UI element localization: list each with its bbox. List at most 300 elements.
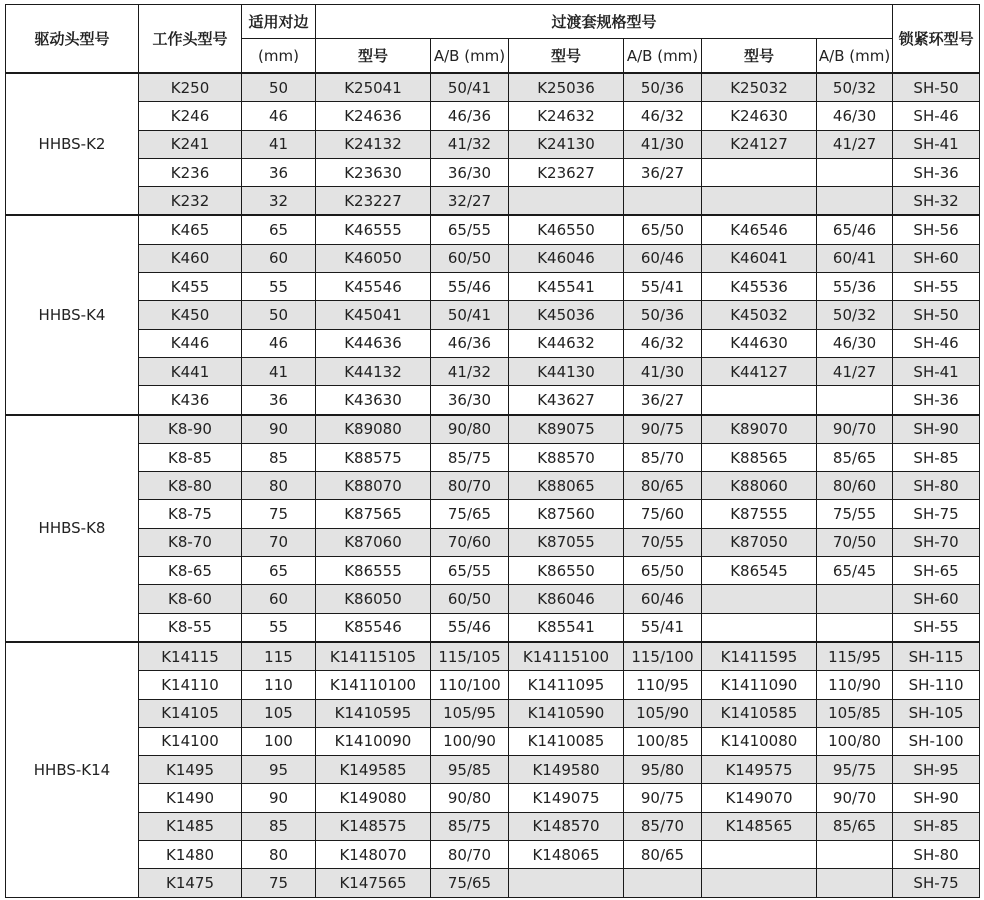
adapter-model-2-cell: K25036 bbox=[509, 73, 624, 102]
adapter-ab-2-cell: 50/36 bbox=[624, 301, 702, 329]
header-sub-model-1: 型号 bbox=[316, 39, 431, 74]
adapter-model-2-cell: K1410085 bbox=[509, 727, 624, 755]
working-model-cell: K250 bbox=[139, 73, 242, 102]
lock-ring-model-cell: SH-115 bbox=[893, 642, 980, 671]
adapter-ab-1-cell: 75/65 bbox=[431, 869, 509, 897]
adapter-ab-2-cell: 41/30 bbox=[624, 357, 702, 385]
working-model-cell: K1475 bbox=[139, 869, 242, 897]
adapter-ab-1-cell: 46/36 bbox=[431, 329, 509, 357]
adapter-model-2-cell: K24632 bbox=[509, 102, 624, 130]
adapter-model-1-cell: K86050 bbox=[316, 585, 431, 613]
lock-ring-model-cell: SH-85 bbox=[893, 812, 980, 840]
adapter-model-1-cell: K44132 bbox=[316, 357, 431, 385]
fit-size-cell: 75 bbox=[242, 500, 316, 528]
adapter-ab-2-cell: 90/75 bbox=[624, 415, 702, 444]
adapter-model-2-cell: K148570 bbox=[509, 812, 624, 840]
working-model-cell: K14100 bbox=[139, 727, 242, 755]
working-model-cell: K232 bbox=[139, 187, 242, 216]
adapter-model-2-cell: K86550 bbox=[509, 557, 624, 585]
adapter-model-3-cell: K44630 bbox=[702, 329, 817, 357]
fit-size-cell: 55 bbox=[242, 273, 316, 301]
table-row bbox=[6, 727, 980, 755]
adapter-model-1-cell: K46555 bbox=[316, 215, 431, 244]
adapter-model-1-cell: K85546 bbox=[316, 613, 431, 642]
adapter-model-3-cell: K45536 bbox=[702, 273, 817, 301]
lock-ring-model-cell: SH-36 bbox=[893, 386, 980, 415]
adapter-model-2-cell: K45541 bbox=[509, 273, 624, 301]
fit-size-cell: 46 bbox=[242, 102, 316, 130]
adapter-ab-2-cell: 80/65 bbox=[624, 841, 702, 869]
adapter-model-2-cell: K1410590 bbox=[509, 699, 624, 727]
table-header bbox=[6, 5, 980, 74]
fit-size-cell: 80 bbox=[242, 841, 316, 869]
adapter-ab-2-cell: 90/75 bbox=[624, 784, 702, 812]
adapter-model-3-cell bbox=[702, 187, 817, 216]
working-model-cell: K455 bbox=[139, 273, 242, 301]
table-row bbox=[6, 784, 980, 812]
header-lock-ring: 锁紧环型号 bbox=[893, 5, 980, 74]
lock-ring-model-cell: SH-50 bbox=[893, 73, 980, 102]
adapter-ab-3-cell: 115/95 bbox=[817, 642, 893, 671]
table-row bbox=[6, 73, 980, 102]
working-model-cell: K8-60 bbox=[139, 585, 242, 613]
table-row bbox=[6, 528, 980, 556]
adapter-ab-3-cell bbox=[817, 613, 893, 642]
lock-ring-model-cell: SH-75 bbox=[893, 500, 980, 528]
table-row bbox=[6, 585, 980, 613]
adapter-ab-1-cell: 60/50 bbox=[431, 244, 509, 272]
adapter-model-2-cell: K46550 bbox=[509, 215, 624, 244]
adapter-model-2-cell: K23627 bbox=[509, 158, 624, 186]
adapter-ab-3-cell: 110/90 bbox=[817, 671, 893, 699]
adapter-ab-1-cell: 90/80 bbox=[431, 784, 509, 812]
driver-model-cell: HHBS-K4 bbox=[6, 215, 139, 414]
table-row bbox=[6, 472, 980, 500]
working-model-cell: K8-85 bbox=[139, 443, 242, 471]
working-model-cell: K1485 bbox=[139, 812, 242, 840]
fit-size-cell: 115 bbox=[242, 642, 316, 671]
table-row bbox=[6, 671, 980, 699]
driver-model-cell: HHBS-K2 bbox=[6, 73, 139, 215]
adapter-model-1-cell: K87060 bbox=[316, 528, 431, 556]
working-model-cell: K14110 bbox=[139, 671, 242, 699]
fit-size-cell: 105 bbox=[242, 699, 316, 727]
lock-ring-model-cell: SH-90 bbox=[893, 784, 980, 812]
adapter-ab-2-cell: 46/32 bbox=[624, 329, 702, 357]
adapter-ab-3-cell: 75/55 bbox=[817, 500, 893, 528]
lock-ring-model-cell: SH-95 bbox=[893, 756, 980, 784]
header-adapter-spec: 过渡套规格型号 bbox=[316, 5, 893, 39]
adapter-model-3-cell: K88565 bbox=[702, 443, 817, 471]
adapter-ab-2-cell: 55/41 bbox=[624, 273, 702, 301]
table-row bbox=[6, 443, 980, 471]
table-row bbox=[6, 812, 980, 840]
adapter-model-1-cell: K88575 bbox=[316, 443, 431, 471]
working-model-cell: K1480 bbox=[139, 841, 242, 869]
working-model-cell: K460 bbox=[139, 244, 242, 272]
spec-table bbox=[5, 4, 980, 898]
adapter-model-2-cell: K149075 bbox=[509, 784, 624, 812]
adapter-model-2-cell: K88570 bbox=[509, 443, 624, 471]
adapter-model-1-cell: K1410595 bbox=[316, 699, 431, 727]
adapter-ab-3-cell bbox=[817, 869, 893, 897]
adapter-ab-1-cell: 95/85 bbox=[431, 756, 509, 784]
adapter-model-1-cell: K45041 bbox=[316, 301, 431, 329]
adapter-model-3-cell: K45032 bbox=[702, 301, 817, 329]
table-row bbox=[6, 642, 980, 671]
fit-size-cell: 32 bbox=[242, 187, 316, 216]
adapter-model-1-cell: K149585 bbox=[316, 756, 431, 784]
header-sub-ab-3: A/B (mm) bbox=[817, 39, 893, 74]
header-driver-model: 驱动头型号 bbox=[6, 5, 139, 74]
lock-ring-model-cell: SH-80 bbox=[893, 472, 980, 500]
adapter-model-3-cell: K149070 bbox=[702, 784, 817, 812]
adapter-model-1-cell: K148575 bbox=[316, 812, 431, 840]
header-sub-model-2: 型号 bbox=[509, 39, 624, 74]
adapter-ab-3-cell: 55/36 bbox=[817, 273, 893, 301]
adapter-ab-2-cell: 36/27 bbox=[624, 158, 702, 186]
working-model-cell: K14115 bbox=[139, 642, 242, 671]
table-row bbox=[6, 869, 980, 897]
adapter-model-2-cell: K46046 bbox=[509, 244, 624, 272]
driver-model-cell: HHBS-K8 bbox=[6, 415, 139, 642]
fit-size-cell: 65 bbox=[242, 215, 316, 244]
adapter-ab-1-cell: 65/55 bbox=[431, 215, 509, 244]
fit-size-cell: 90 bbox=[242, 415, 316, 444]
lock-ring-model-cell: SH-46 bbox=[893, 102, 980, 130]
adapter-ab-3-cell bbox=[817, 187, 893, 216]
fit-size-cell: 36 bbox=[242, 158, 316, 186]
table-row bbox=[6, 415, 980, 444]
adapter-model-3-cell: K1410585 bbox=[702, 699, 817, 727]
adapter-ab-3-cell: 46/30 bbox=[817, 329, 893, 357]
adapter-model-3-cell: K87555 bbox=[702, 500, 817, 528]
adapter-ab-1-cell: 55/46 bbox=[431, 613, 509, 642]
working-model-cell: K14105 bbox=[139, 699, 242, 727]
adapter-ab-2-cell bbox=[624, 187, 702, 216]
lock-ring-model-cell: SH-41 bbox=[893, 130, 980, 158]
adapter-model-2-cell: K148065 bbox=[509, 841, 624, 869]
adapter-model-1-cell: K14115105 bbox=[316, 642, 431, 671]
adapter-ab-1-cell: 115/105 bbox=[431, 642, 509, 671]
adapter-ab-1-cell: 46/36 bbox=[431, 102, 509, 130]
fit-size-cell: 110 bbox=[242, 671, 316, 699]
adapter-ab-3-cell: 65/46 bbox=[817, 215, 893, 244]
lock-ring-model-cell: SH-60 bbox=[893, 585, 980, 613]
adapter-ab-1-cell: 60/50 bbox=[431, 585, 509, 613]
table-row bbox=[6, 301, 980, 329]
adapter-ab-2-cell bbox=[624, 869, 702, 897]
fit-size-cell: 41 bbox=[242, 357, 316, 385]
adapter-ab-2-cell: 65/50 bbox=[624, 557, 702, 585]
adapter-model-3-cell: K1410080 bbox=[702, 727, 817, 755]
working-model-cell: K8-80 bbox=[139, 472, 242, 500]
adapter-ab-1-cell: 41/32 bbox=[431, 357, 509, 385]
fit-size-cell: 60 bbox=[242, 585, 316, 613]
working-model-cell: K236 bbox=[139, 158, 242, 186]
adapter-model-2-cell bbox=[509, 187, 624, 216]
adapter-model-1-cell: K23630 bbox=[316, 158, 431, 186]
working-model-cell: K8-75 bbox=[139, 500, 242, 528]
adapter-ab-2-cell: 75/60 bbox=[624, 500, 702, 528]
adapter-ab-3-cell: 95/75 bbox=[817, 756, 893, 784]
table-row bbox=[6, 244, 980, 272]
adapter-ab-3-cell: 41/27 bbox=[817, 130, 893, 158]
working-model-cell: K441 bbox=[139, 357, 242, 385]
adapter-model-1-cell: K25041 bbox=[316, 73, 431, 102]
adapter-ab-3-cell: 50/32 bbox=[817, 73, 893, 102]
adapter-ab-1-cell: 70/60 bbox=[431, 528, 509, 556]
fit-size-cell: 46 bbox=[242, 329, 316, 357]
adapter-model-2-cell bbox=[509, 869, 624, 897]
adapter-model-3-cell: K1411595 bbox=[702, 642, 817, 671]
adapter-model-2-cell: K87055 bbox=[509, 528, 624, 556]
working-model-cell: K241 bbox=[139, 130, 242, 158]
table-row bbox=[6, 699, 980, 727]
adapter-ab-2-cell: 70/55 bbox=[624, 528, 702, 556]
adapter-ab-2-cell: 65/50 bbox=[624, 215, 702, 244]
lock-ring-model-cell: SH-90 bbox=[893, 415, 980, 444]
adapter-ab-3-cell: 90/70 bbox=[817, 784, 893, 812]
adapter-ab-1-cell: 50/41 bbox=[431, 73, 509, 102]
adapter-model-1-cell: K149080 bbox=[316, 784, 431, 812]
adapter-model-3-cell: K44127 bbox=[702, 357, 817, 385]
table-row bbox=[6, 130, 980, 158]
adapter-ab-3-cell: 60/41 bbox=[817, 244, 893, 272]
adapter-ab-1-cell: 80/70 bbox=[431, 472, 509, 500]
adapter-model-3-cell: K149575 bbox=[702, 756, 817, 784]
adapter-ab-1-cell: 41/32 bbox=[431, 130, 509, 158]
adapter-ab-3-cell: 41/27 bbox=[817, 357, 893, 385]
lock-ring-model-cell: SH-110 bbox=[893, 671, 980, 699]
fit-size-cell: 75 bbox=[242, 869, 316, 897]
header-row-top bbox=[6, 5, 980, 39]
adapter-model-3-cell: K1411090 bbox=[702, 671, 817, 699]
adapter-model-1-cell: K87565 bbox=[316, 500, 431, 528]
adapter-ab-3-cell bbox=[817, 386, 893, 415]
adapter-model-1-cell: K45546 bbox=[316, 273, 431, 301]
fit-size-cell: 90 bbox=[242, 784, 316, 812]
adapter-model-1-cell: K89080 bbox=[316, 415, 431, 444]
adapter-ab-2-cell: 95/80 bbox=[624, 756, 702, 784]
adapter-model-2-cell: K87560 bbox=[509, 500, 624, 528]
working-model-cell: K1495 bbox=[139, 756, 242, 784]
adapter-model-3-cell: K25032 bbox=[702, 73, 817, 102]
lock-ring-model-cell: SH-32 bbox=[893, 187, 980, 216]
adapter-model-3-cell: K24630 bbox=[702, 102, 817, 130]
adapter-ab-2-cell: 85/70 bbox=[624, 443, 702, 471]
adapter-model-1-cell: K43630 bbox=[316, 386, 431, 415]
adapter-model-2-cell: K44632 bbox=[509, 329, 624, 357]
fit-size-cell: 100 bbox=[242, 727, 316, 755]
adapter-model-3-cell bbox=[702, 585, 817, 613]
adapter-model-2-cell: K88065 bbox=[509, 472, 624, 500]
lock-ring-model-cell: SH-56 bbox=[893, 215, 980, 244]
working-model-cell: K446 bbox=[139, 329, 242, 357]
working-model-cell: K8-90 bbox=[139, 415, 242, 444]
adapter-ab-2-cell: 50/36 bbox=[624, 73, 702, 102]
lock-ring-model-cell: SH-85 bbox=[893, 443, 980, 471]
adapter-ab-3-cell: 105/85 bbox=[817, 699, 893, 727]
table-row bbox=[6, 187, 980, 216]
working-model-cell: K465 bbox=[139, 215, 242, 244]
adapter-ab-3-cell: 50/32 bbox=[817, 301, 893, 329]
adapter-model-1-cell: K46050 bbox=[316, 244, 431, 272]
adapter-ab-3-cell: 85/65 bbox=[817, 443, 893, 471]
driver-model-cell: HHBS-K14 bbox=[6, 642, 139, 897]
adapter-model-1-cell: K148070 bbox=[316, 841, 431, 869]
table-row bbox=[6, 158, 980, 186]
adapter-ab-1-cell: 32/27 bbox=[431, 187, 509, 216]
adapter-model-3-cell: K89070 bbox=[702, 415, 817, 444]
adapter-ab-1-cell: 50/41 bbox=[431, 301, 509, 329]
working-model-cell: K8-65 bbox=[139, 557, 242, 585]
adapter-model-1-cell: K1410090 bbox=[316, 727, 431, 755]
adapter-ab-2-cell: 105/90 bbox=[624, 699, 702, 727]
adapter-ab-3-cell: 100/80 bbox=[817, 727, 893, 755]
lock-ring-model-cell: SH-50 bbox=[893, 301, 980, 329]
adapter-ab-2-cell: 115/100 bbox=[624, 642, 702, 671]
header-sub-ab-2: A/B (mm) bbox=[624, 39, 702, 74]
lock-ring-model-cell: SH-65 bbox=[893, 557, 980, 585]
adapter-ab-2-cell: 85/70 bbox=[624, 812, 702, 840]
lock-ring-model-cell: SH-80 bbox=[893, 841, 980, 869]
adapter-ab-2-cell: 60/46 bbox=[624, 244, 702, 272]
fit-size-cell: 41 bbox=[242, 130, 316, 158]
fit-size-cell: 70 bbox=[242, 528, 316, 556]
lock-ring-model-cell: SH-36 bbox=[893, 158, 980, 186]
adapter-model-2-cell: K85541 bbox=[509, 613, 624, 642]
adapter-model-1-cell: K23227 bbox=[316, 187, 431, 216]
table-row bbox=[6, 215, 980, 244]
adapter-ab-1-cell: 65/55 bbox=[431, 557, 509, 585]
adapter-model-3-cell: K87050 bbox=[702, 528, 817, 556]
adapter-model-1-cell: K88070 bbox=[316, 472, 431, 500]
adapter-ab-1-cell: 36/30 bbox=[431, 158, 509, 186]
adapter-ab-3-cell bbox=[817, 158, 893, 186]
adapter-model-2-cell: K24130 bbox=[509, 130, 624, 158]
adapter-ab-2-cell: 55/41 bbox=[624, 613, 702, 642]
adapter-model-1-cell: K24636 bbox=[316, 102, 431, 130]
adapter-ab-3-cell bbox=[817, 841, 893, 869]
header-fit-size: 适用对边 bbox=[242, 5, 316, 39]
adapter-model-1-cell: K86555 bbox=[316, 557, 431, 585]
adapter-model-3-cell: K148565 bbox=[702, 812, 817, 840]
header-sub-ab-1: A/B (mm) bbox=[431, 39, 509, 74]
adapter-model-2-cell: K149580 bbox=[509, 756, 624, 784]
adapter-model-1-cell: K147565 bbox=[316, 869, 431, 897]
adapter-model-3-cell bbox=[702, 386, 817, 415]
adapter-ab-2-cell: 60/46 bbox=[624, 585, 702, 613]
adapter-ab-2-cell: 80/65 bbox=[624, 472, 702, 500]
adapter-ab-1-cell: 85/75 bbox=[431, 443, 509, 471]
table-row bbox=[6, 386, 980, 415]
adapter-model-1-cell: K44636 bbox=[316, 329, 431, 357]
working-model-cell: K8-70 bbox=[139, 528, 242, 556]
adapter-ab-3-cell: 85/65 bbox=[817, 812, 893, 840]
adapter-model-2-cell: K86046 bbox=[509, 585, 624, 613]
adapter-ab-1-cell: 80/70 bbox=[431, 841, 509, 869]
table-body bbox=[6, 73, 980, 897]
header-sub-model-3: 型号 bbox=[702, 39, 817, 74]
lock-ring-model-cell: SH-60 bbox=[893, 244, 980, 272]
adapter-ab-1-cell: 100/90 bbox=[431, 727, 509, 755]
adapter-model-3-cell: K46546 bbox=[702, 215, 817, 244]
adapter-ab-3-cell: 80/60 bbox=[817, 472, 893, 500]
adapter-model-1-cell: K24132 bbox=[316, 130, 431, 158]
fit-size-cell: 65 bbox=[242, 557, 316, 585]
adapter-model-3-cell: K86545 bbox=[702, 557, 817, 585]
adapter-model-3-cell: K46041 bbox=[702, 244, 817, 272]
adapter-model-3-cell: K24127 bbox=[702, 130, 817, 158]
fit-size-cell: 95 bbox=[242, 756, 316, 784]
adapter-ab-1-cell: 105/95 bbox=[431, 699, 509, 727]
fit-size-cell: 60 bbox=[242, 244, 316, 272]
table-row bbox=[6, 273, 980, 301]
adapter-model-3-cell bbox=[702, 841, 817, 869]
adapter-ab-1-cell: 110/100 bbox=[431, 671, 509, 699]
adapter-model-2-cell: K14115100 bbox=[509, 642, 624, 671]
fit-size-cell: 80 bbox=[242, 472, 316, 500]
lock-ring-model-cell: SH-46 bbox=[893, 329, 980, 357]
adapter-ab-1-cell: 55/46 bbox=[431, 273, 509, 301]
adapter-ab-2-cell: 46/32 bbox=[624, 102, 702, 130]
adapter-model-2-cell: K45036 bbox=[509, 301, 624, 329]
lock-ring-model-cell: SH-55 bbox=[893, 273, 980, 301]
adapter-ab-2-cell: 41/30 bbox=[624, 130, 702, 158]
adapter-ab-3-cell: 90/70 bbox=[817, 415, 893, 444]
lock-ring-model-cell: SH-41 bbox=[893, 357, 980, 385]
lock-ring-model-cell: SH-75 bbox=[893, 869, 980, 897]
working-model-cell: K8-55 bbox=[139, 613, 242, 642]
lock-ring-model-cell: SH-55 bbox=[893, 613, 980, 642]
adapter-ab-3-cell: 46/30 bbox=[817, 102, 893, 130]
lock-ring-model-cell: SH-100 bbox=[893, 727, 980, 755]
fit-size-cell: 85 bbox=[242, 443, 316, 471]
adapter-ab-1-cell: 75/65 bbox=[431, 500, 509, 528]
header-fit-unit: (mm) bbox=[242, 39, 316, 74]
adapter-model-1-cell: K14110100 bbox=[316, 671, 431, 699]
adapter-model-2-cell: K44130 bbox=[509, 357, 624, 385]
table-row bbox=[6, 500, 980, 528]
adapter-model-3-cell bbox=[702, 158, 817, 186]
lock-ring-model-cell: SH-70 bbox=[893, 528, 980, 556]
working-model-cell: K1490 bbox=[139, 784, 242, 812]
lock-ring-model-cell: SH-105 bbox=[893, 699, 980, 727]
fit-size-cell: 36 bbox=[242, 386, 316, 415]
table-row bbox=[6, 613, 980, 642]
table-row bbox=[6, 102, 980, 130]
adapter-ab-1-cell: 36/30 bbox=[431, 386, 509, 415]
working-model-cell: K436 bbox=[139, 386, 242, 415]
working-model-cell: K246 bbox=[139, 102, 242, 130]
adapter-ab-2-cell: 110/95 bbox=[624, 671, 702, 699]
fit-size-cell: 50 bbox=[242, 301, 316, 329]
table-row bbox=[6, 841, 980, 869]
adapter-ab-3-cell bbox=[817, 585, 893, 613]
adapter-ab-3-cell: 65/45 bbox=[817, 557, 893, 585]
fit-size-cell: 50 bbox=[242, 73, 316, 102]
table-row bbox=[6, 329, 980, 357]
adapter-model-2-cell: K89075 bbox=[509, 415, 624, 444]
table-row bbox=[6, 756, 980, 784]
adapter-ab-3-cell: 70/50 bbox=[817, 528, 893, 556]
adapter-model-3-cell: K88060 bbox=[702, 472, 817, 500]
adapter-model-3-cell bbox=[702, 869, 817, 897]
fit-size-cell: 55 bbox=[242, 613, 316, 642]
adapter-ab-2-cell: 36/27 bbox=[624, 386, 702, 415]
adapter-model-3-cell bbox=[702, 613, 817, 642]
